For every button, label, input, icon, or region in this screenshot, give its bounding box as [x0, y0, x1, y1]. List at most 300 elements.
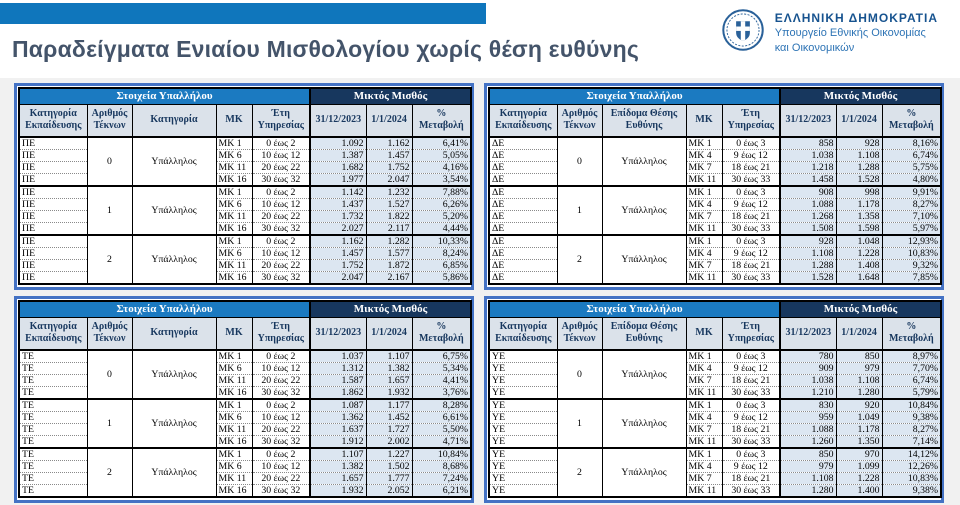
cell-salary-2024: 1.280 — [836, 387, 882, 400]
table-row — [489, 473, 941, 485]
cell-salary-2024: 1.400 — [836, 485, 882, 498]
table-row — [489, 461, 941, 473]
table-row — [489, 223, 941, 236]
table-block-bottom-left — [14, 296, 474, 503]
table-row — [19, 350, 471, 363]
cell-percent-change: 5,34% — [412, 363, 471, 375]
cell-percent-change: 6,26% — [412, 199, 471, 211]
cell-category: Υπάλληλος — [132, 137, 216, 186]
cell-education-category: ΠΕ — [19, 248, 87, 260]
cell-salary-2023: 1.587 — [310, 375, 366, 387]
column-header-2: Αριθμός Τέκνων — [557, 317, 602, 350]
cell-percent-change: 9,91% — [882, 186, 941, 199]
table-row — [489, 350, 941, 363]
cell-percent-change: 8,68% — [412, 461, 471, 473]
table-row — [19, 186, 471, 199]
table-row — [489, 235, 941, 248]
cell-salary-2023: 1.457 — [310, 248, 366, 260]
cell-education-category: ΔΕ — [489, 199, 557, 211]
cell-salary-2024: 1.577 — [366, 248, 412, 260]
salary-section-header: Μικτός Μισθός — [780, 301, 941, 317]
cell-category: Υπάλληλος — [132, 235, 216, 284]
cell-education-category: ΥΕ — [489, 363, 557, 375]
cell-category: Υπάλληλος — [602, 399, 686, 448]
cell-salary-2023: 1.752 — [310, 260, 366, 272]
cell-mk-grade: ΜΚ 1 — [686, 186, 722, 199]
cell-mk-grade: ΜΚ 7 — [686, 260, 722, 272]
cell-years-of-service: 10 έως 12 — [252, 412, 310, 424]
cell-salary-2024: 2.002 — [366, 436, 412, 449]
cell-education-category: ΔΕ — [489, 223, 557, 236]
cell-percent-change: 4,71% — [412, 436, 471, 449]
cell-education-category: ΤΕ — [19, 436, 87, 449]
cell-salary-2023: 2.047 — [310, 272, 366, 285]
table-row — [489, 162, 941, 174]
cell-mk-grade: ΜΚ 16 — [216, 223, 252, 236]
cell-salary-2024: 1.108 — [836, 375, 882, 387]
table-row — [489, 485, 941, 498]
cell-years-of-service: 20 έως 22 — [252, 375, 310, 387]
table-row — [489, 260, 941, 272]
cell-percent-change: 6,41% — [412, 137, 471, 150]
cell-salary-2024: 1.228 — [836, 473, 882, 485]
table-row — [19, 223, 471, 236]
cell-years-of-service: 0 έως 3 — [722, 448, 780, 461]
cell-salary-2023: 850 — [780, 448, 836, 461]
column-header-3: Κατηγορία — [132, 317, 216, 350]
cell-salary-2024: 2.167 — [366, 272, 412, 285]
cell-education-category: ΤΕ — [19, 399, 87, 412]
cell-education-category: ΠΕ — [19, 223, 87, 236]
cell-years-of-service: 20 έως 22 — [252, 260, 310, 272]
cell-percent-change: 10,33% — [412, 235, 471, 248]
column-header-7: 1/1/2024 — [366, 317, 412, 350]
table-row — [489, 399, 941, 412]
cell-salary-2024: 1.752 — [366, 162, 412, 174]
cell-mk-grade: ΜΚ 1 — [686, 399, 722, 412]
column-header-row — [19, 317, 471, 350]
cell-children-count: 1 — [557, 186, 602, 235]
cell-category: Υπάλληλος — [602, 448, 686, 497]
cell-percent-change: 3,54% — [412, 174, 471, 187]
cell-years-of-service: 10 έως 12 — [252, 150, 310, 162]
cell-years-of-service: 9 έως 12 — [722, 150, 780, 162]
cell-percent-change: 6,75% — [412, 350, 471, 363]
cell-percent-change: 14,12% — [882, 448, 941, 461]
cell-mk-grade: ΜΚ 4 — [686, 461, 722, 473]
cell-salary-2024: 1.049 — [836, 412, 882, 424]
cell-salary-2024: 1.528 — [836, 174, 882, 187]
cell-children-count: 0 — [87, 350, 132, 399]
cell-salary-2024: 1.350 — [836, 436, 882, 449]
cell-percent-change: 4,44% — [412, 223, 471, 236]
cell-mk-grade: ΜΚ 11 — [216, 260, 252, 272]
cell-years-of-service: 30 έως 32 — [252, 436, 310, 449]
cell-mk-grade: ΜΚ 1 — [216, 448, 252, 461]
cell-years-of-service: 10 έως 12 — [252, 363, 310, 375]
column-header-5: Έτη Υπηρεσίας — [252, 317, 310, 350]
cell-education-category: ΔΕ — [489, 150, 557, 162]
table-row — [19, 363, 471, 375]
cell-salary-2023: 1.280 — [780, 485, 836, 498]
column-header-5: Έτη Υπηρεσίας — [722, 317, 780, 350]
column-header-5: Έτη Υπηρεσίας — [252, 104, 310, 137]
cell-salary-2023: 1.092 — [310, 137, 366, 150]
cell-salary-2024: 1.502 — [366, 461, 412, 473]
cell-salary-2024: 1.178 — [836, 199, 882, 211]
cell-education-category: ΥΕ — [489, 399, 557, 412]
cell-mk-grade: ΜΚ 11 — [686, 174, 722, 187]
cell-salary-2023: 1.912 — [310, 436, 366, 449]
table-row — [19, 412, 471, 424]
column-header-7: 1/1/2024 — [366, 104, 412, 137]
table-row — [19, 436, 471, 449]
cell-salary-2023: 928 — [780, 235, 836, 248]
cell-mk-grade: ΜΚ 16 — [216, 174, 252, 187]
table-row — [489, 436, 941, 449]
cell-salary-2024: 1.232 — [366, 186, 412, 199]
column-header-row — [489, 317, 941, 350]
cell-salary-2023: 1.218 — [780, 162, 836, 174]
cell-salary-2023: 780 — [780, 350, 836, 363]
cell-mk-grade: ΜΚ 11 — [216, 162, 252, 174]
cell-salary-2023: 2.027 — [310, 223, 366, 236]
cell-years-of-service: 9 έως 12 — [722, 248, 780, 260]
cell-salary-2023: 1.037 — [310, 350, 366, 363]
column-header-3: Κατηγορία — [132, 104, 216, 137]
cell-percent-change: 5,20% — [412, 211, 471, 223]
table-row — [489, 424, 941, 436]
cell-salary-2024: 1.162 — [366, 137, 412, 150]
cell-percent-change: 8,27% — [882, 424, 941, 436]
cell-salary-2024: 1.872 — [366, 260, 412, 272]
cell-salary-2024: 1.822 — [366, 211, 412, 223]
cell-percent-change: 6,85% — [412, 260, 471, 272]
cell-years-of-service: 30 έως 33 — [722, 485, 780, 498]
cell-percent-change: 5,75% — [882, 162, 941, 174]
cell-years-of-service: 30 έως 32 — [252, 174, 310, 187]
cell-years-of-service: 10 έως 12 — [252, 461, 310, 473]
cell-children-count: 2 — [87, 235, 132, 284]
cell-salary-2024: 1.777 — [366, 473, 412, 485]
cell-salary-2024: 1.288 — [836, 162, 882, 174]
cell-mk-grade: ΜΚ 7 — [686, 211, 722, 223]
column-header-2: Αριθμός Τέκνων — [87, 317, 132, 350]
table-row — [489, 412, 941, 424]
tables-region — [0, 78, 960, 505]
cell-years-of-service: 20 έως 22 — [252, 211, 310, 223]
column-header-4: ΜΚ — [686, 317, 722, 350]
cell-education-category: ΥΕ — [489, 375, 557, 387]
cell-mk-grade: ΜΚ 11 — [216, 424, 252, 436]
cell-salary-2023: 1.288 — [780, 260, 836, 272]
cell-mk-grade: ΜΚ 7 — [686, 375, 722, 387]
cell-salary-2023: 1.210 — [780, 387, 836, 400]
cell-years-of-service: 20 έως 22 — [252, 473, 310, 485]
cell-education-category: ΤΕ — [19, 424, 87, 436]
cell-mk-grade: ΜΚ 11 — [216, 375, 252, 387]
column-header-8: % Μεταβολή — [882, 104, 941, 137]
employee-section-header: Στοιχεία Υπαλλήλου — [489, 88, 780, 104]
section-band-row — [19, 88, 471, 104]
cell-salary-2023: 1.977 — [310, 174, 366, 187]
cell-salary-2023: 1.088 — [780, 199, 836, 211]
cell-percent-change: 8,97% — [882, 350, 941, 363]
column-header-4: ΜΚ — [216, 104, 252, 137]
cell-percent-change: 7,10% — [882, 211, 941, 223]
cell-mk-grade: ΜΚ 6 — [216, 363, 252, 375]
cell-education-category: ΠΕ — [19, 186, 87, 199]
cell-salary-2024: 1.107 — [366, 350, 412, 363]
cell-education-category: ΠΕ — [19, 235, 87, 248]
cell-percent-change: 7,85% — [882, 272, 941, 285]
cell-salary-2023: 1.107 — [310, 448, 366, 461]
cell-years-of-service: 0 έως 3 — [722, 350, 780, 363]
cell-years-of-service: 18 έως 21 — [722, 473, 780, 485]
column-header-6: 31/12/2023 — [780, 317, 836, 350]
cell-percent-change: 4,41% — [412, 375, 471, 387]
cell-salary-2023: 1.038 — [780, 150, 836, 162]
cell-salary-2023: 1.682 — [310, 162, 366, 174]
table-block-bottom-right — [484, 296, 944, 503]
cell-percent-change: 3,76% — [412, 387, 471, 400]
employee-section-header: Στοιχεία Υπαλλήλου — [19, 301, 310, 317]
cell-salary-2024: 1.358 — [836, 211, 882, 223]
cell-years-of-service: 30 έως 33 — [722, 174, 780, 187]
column-header-3: Επίδομα Θέσης Ευθύνης — [602, 104, 686, 137]
cell-education-category: ΥΕ — [489, 473, 557, 485]
table-row — [489, 272, 941, 285]
cell-mk-grade: ΜΚ 1 — [216, 350, 252, 363]
cell-education-category: ΔΕ — [489, 137, 557, 150]
cell-percent-change: 6,21% — [412, 485, 471, 498]
cell-years-of-service: 18 έως 21 — [722, 424, 780, 436]
cell-salary-2023: 1.268 — [780, 211, 836, 223]
cell-percent-change: 5,50% — [412, 424, 471, 436]
table-row — [19, 399, 471, 412]
cell-percent-change: 9,32% — [882, 260, 941, 272]
cell-years-of-service: 0 έως 2 — [252, 448, 310, 461]
cell-education-category: ΤΕ — [19, 461, 87, 473]
cell-salary-2023: 979 — [780, 461, 836, 473]
cell-salary-2023: 908 — [780, 186, 836, 199]
table-row — [489, 186, 941, 199]
cell-children-count: 2 — [87, 448, 132, 497]
cell-category: Υπάλληλος — [602, 235, 686, 284]
cell-years-of-service: 0 έως 2 — [252, 186, 310, 199]
table-row — [19, 272, 471, 285]
table-row — [19, 174, 471, 187]
cell-mk-grade: ΜΚ 11 — [216, 211, 252, 223]
cell-years-of-service: 30 έως 32 — [252, 272, 310, 285]
cell-education-category: ΔΕ — [489, 211, 557, 223]
cell-salary-2023: 1.312 — [310, 363, 366, 375]
accent-bar — [0, 3, 486, 24]
cell-years-of-service: 20 έως 22 — [252, 424, 310, 436]
table-row — [19, 375, 471, 387]
cell-children-count: 2 — [557, 448, 602, 497]
column-header-8: % Μεταβολή — [412, 104, 471, 137]
cell-percent-change: 6,74% — [882, 150, 941, 162]
table-row — [19, 461, 471, 473]
cell-percent-change: 4,80% — [882, 174, 941, 187]
cell-years-of-service: 0 έως 2 — [252, 399, 310, 412]
table-row — [489, 211, 941, 223]
column-header-2: Αριθμός Τέκνων — [557, 104, 602, 137]
table-row — [19, 260, 471, 272]
cell-salary-2023: 909 — [780, 363, 836, 375]
column-header-8: % Μεταβολή — [882, 317, 941, 350]
column-header-row — [19, 104, 471, 137]
cell-percent-change: 10,84% — [882, 399, 941, 412]
cell-years-of-service: 10 έως 12 — [252, 248, 310, 260]
cell-salary-2024: 928 — [836, 137, 882, 150]
cell-education-category: ΠΕ — [19, 211, 87, 223]
cell-mk-grade: ΜΚ 4 — [686, 363, 722, 375]
cell-percent-change: 8,27% — [882, 199, 941, 211]
cell-education-category: ΥΕ — [489, 436, 557, 449]
column-header-3: Επίδομα Θέσης Ευθύνης — [602, 317, 686, 350]
cell-salary-2024: 1.227 — [366, 448, 412, 461]
cell-salary-2024: 1.177 — [366, 399, 412, 412]
cell-salary-2023: 1.142 — [310, 186, 366, 199]
cell-salary-2023: 858 — [780, 137, 836, 150]
table-block-top-right — [484, 83, 944, 290]
table-row — [489, 248, 941, 260]
cell-percent-change: 7,24% — [412, 473, 471, 485]
cell-years-of-service: 30 έως 33 — [722, 272, 780, 285]
cell-salary-2024: 998 — [836, 186, 882, 199]
cell-percent-change: 5,05% — [412, 150, 471, 162]
table-row — [489, 174, 941, 187]
cell-salary-2023: 1.932 — [310, 485, 366, 498]
cell-salary-2024: 1.048 — [836, 235, 882, 248]
cell-years-of-service: 0 έως 2 — [252, 235, 310, 248]
cell-education-category: ΔΕ — [489, 186, 557, 199]
cell-mk-grade: ΜΚ 1 — [216, 186, 252, 199]
government-text — [775, 8, 938, 55]
table-row — [19, 485, 471, 498]
cell-salary-2023: 959 — [780, 412, 836, 424]
cell-years-of-service: 0 έως 3 — [722, 186, 780, 199]
cell-percent-change: 5,97% — [882, 223, 941, 236]
salary-section-header: Μικτός Μισθός — [310, 88, 471, 104]
cell-category: Υπάλληλος — [602, 186, 686, 235]
cell-salary-2023: 1.637 — [310, 424, 366, 436]
table-row — [489, 363, 941, 375]
cell-salary-2024: 2.047 — [366, 174, 412, 187]
cell-education-category: ΤΕ — [19, 448, 87, 461]
cell-salary-2024: 1.932 — [366, 387, 412, 400]
table-row — [489, 387, 941, 400]
cell-salary-2023: 1.508 — [780, 223, 836, 236]
cell-mk-grade: ΜΚ 1 — [686, 350, 722, 363]
cell-category: Υπάλληλος — [602, 137, 686, 186]
cell-percent-change: 10,83% — [882, 473, 941, 485]
cell-mk-grade: ΜΚ 1 — [216, 235, 252, 248]
cell-mk-grade: ΜΚ 6 — [216, 412, 252, 424]
column-header-2: Αριθμός Τέκνων — [87, 104, 132, 137]
cell-education-category: ΥΕ — [489, 485, 557, 498]
cell-education-category: ΔΕ — [489, 260, 557, 272]
cell-salary-2023: 1.387 — [310, 150, 366, 162]
salary-table-bottom-right — [488, 300, 942, 498]
cell-mk-grade: ΜΚ 6 — [216, 248, 252, 260]
cell-percent-change: 9,38% — [882, 485, 941, 498]
cell-mk-grade: ΜΚ 16 — [216, 436, 252, 449]
cell-mk-grade: ΜΚ 1 — [216, 399, 252, 412]
cell-mk-grade: ΜΚ 1 — [686, 235, 722, 248]
cell-mk-grade: ΜΚ 11 — [686, 272, 722, 285]
cell-children-count: 1 — [87, 399, 132, 448]
cell-years-of-service: 0 έως 3 — [722, 235, 780, 248]
cell-mk-grade: ΜΚ 4 — [686, 199, 722, 211]
table-row — [19, 473, 471, 485]
cell-years-of-service: 18 έως 21 — [722, 162, 780, 174]
cell-salary-2023: 1.382 — [310, 461, 366, 473]
column-header-1: Κατηγορία Εκπαίδευσης — [19, 104, 87, 137]
page-title: Παραδείγματα Ενιαίου Μισθολογίου χωρίς θέση ευθύνης — [12, 36, 639, 62]
table-block-top-left — [14, 83, 474, 290]
cell-salary-2024: 1.108 — [836, 150, 882, 162]
table-row — [489, 448, 941, 461]
cell-education-category: ΠΕ — [19, 137, 87, 150]
cell-years-of-service: 18 έως 21 — [722, 260, 780, 272]
cell-mk-grade: ΜΚ 11 — [686, 223, 722, 236]
cell-education-category: ΥΕ — [489, 387, 557, 400]
cell-education-category: ΔΕ — [489, 235, 557, 248]
cell-education-category: ΤΕ — [19, 387, 87, 400]
cell-salary-2023: 1.088 — [780, 424, 836, 436]
cell-percent-change: 12,26% — [882, 461, 941, 473]
cell-education-category: ΤΕ — [19, 350, 87, 363]
cell-years-of-service: 0 έως 3 — [722, 399, 780, 412]
cell-years-of-service: 9 έως 12 — [722, 363, 780, 375]
cell-years-of-service: 30 έως 32 — [252, 223, 310, 236]
cell-mk-grade: ΜΚ 4 — [686, 412, 722, 424]
cell-education-category: ΠΕ — [19, 150, 87, 162]
cell-salary-2023: 1.862 — [310, 387, 366, 400]
cell-salary-2024: 2.117 — [366, 223, 412, 236]
column-header-4: ΜΚ — [686, 104, 722, 137]
cell-percent-change: 6,61% — [412, 412, 471, 424]
cell-salary-2023: 1.458 — [780, 174, 836, 187]
column-header-7: 1/1/2024 — [836, 104, 882, 137]
cell-mk-grade: ΜΚ 6 — [216, 461, 252, 473]
cell-education-category: ΔΕ — [489, 174, 557, 187]
cell-salary-2024: 850 — [836, 350, 882, 363]
cell-percent-change: 8,16% — [882, 137, 941, 150]
cell-children-count: 2 — [557, 235, 602, 284]
employee-section-header: Στοιχεία Υπαλλήλου — [489, 301, 780, 317]
cell-salary-2023: 1.260 — [780, 436, 836, 449]
cell-years-of-service: 30 έως 32 — [252, 485, 310, 498]
cell-percent-change: 12,93% — [882, 235, 941, 248]
cell-children-count: 0 — [557, 350, 602, 399]
cell-education-category: ΔΕ — [489, 248, 557, 260]
cell-salary-2023: 1.038 — [780, 375, 836, 387]
ministry-name-line2: και Οικονομικών — [774, 42, 855, 54]
table-row — [19, 211, 471, 223]
cell-salary-2024: 2.052 — [366, 485, 412, 498]
cell-education-category: ΠΕ — [19, 199, 87, 211]
cell-category: Υπάλληλος — [132, 186, 216, 235]
salary-table-top-right — [488, 87, 942, 285]
cell-percent-change: 8,24% — [412, 248, 471, 260]
cell-salary-2024: 970 — [836, 448, 882, 461]
column-header-4: ΜΚ — [216, 317, 252, 350]
cell-salary-2024: 1.452 — [366, 412, 412, 424]
